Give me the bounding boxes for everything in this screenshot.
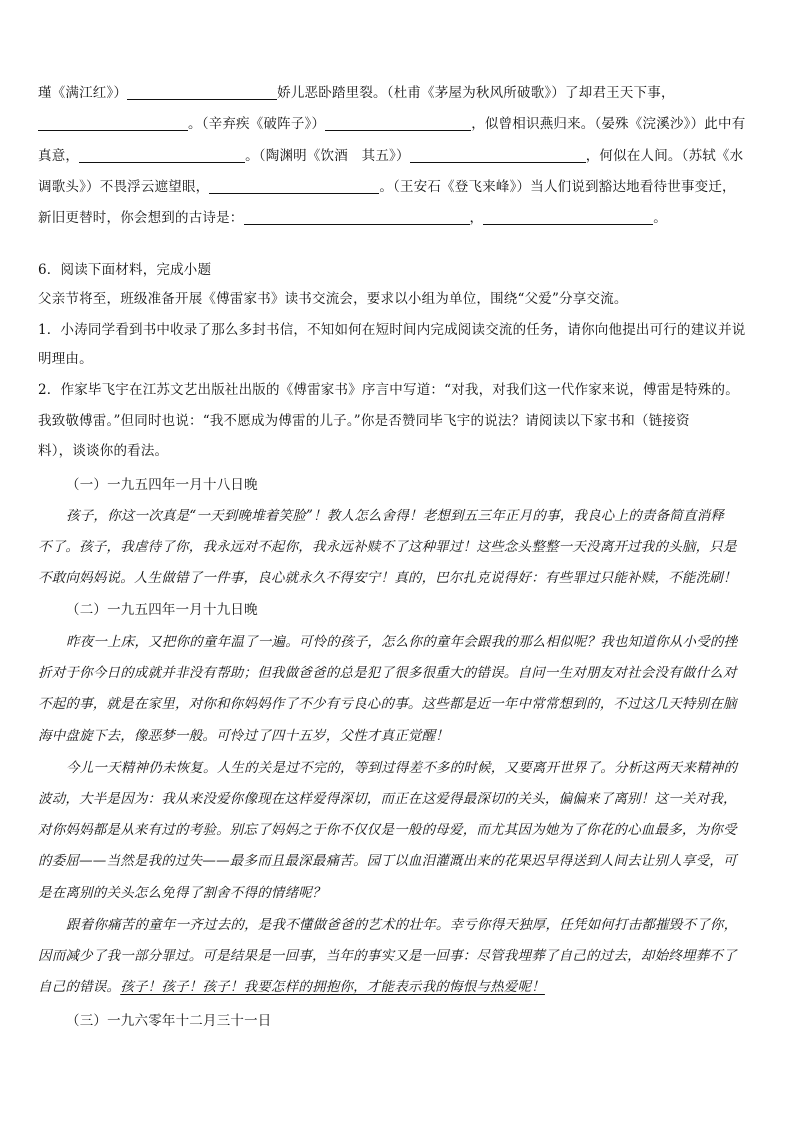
letter-text: 不敢向妈妈说。人生做错了一件事，良心就永久不得安宁！真的，巴尔扎克说得好：有些罪过只能补赎，不能洗刷！ (38, 570, 737, 586)
letter-text: 不起的事，就是在家里，对你和你妈妈作了不少有亏良心的事。这些都是近一年中常常想到的，不过这几天特别在脑 (38, 696, 737, 712)
letter-text: 昨夜一上床，又把你的童年温了一遍。可怜的孩子，怎么你的童年会跟我的那么相似呢？我也知道你从小受的挫 (66, 634, 738, 650)
text: 娇儿恶卧踏里裂。（杜甫《茅屋为秋风所破歌》）了却君王天下事， (277, 85, 675, 101)
letter-text: 是在离别的关头怎么免得了割舍不得的情绪呢？ (38, 885, 326, 901)
letter-text: 对你妈妈都是从来有过的考验。别忘了妈妈之于你不仅仅是一般的母爱，而尤其因为她为了你花的心血最多，为你受 (38, 822, 737, 838)
poetry-line-5 (38, 209, 760, 227)
text: 。 (653, 210, 667, 226)
text: 瑾《满江红》） (38, 85, 128, 101)
letter-heading: （三）一九六零年十二月三十一日 (66, 1013, 272, 1029)
letter-text: 不了。孩子，我虐待了你，我永远对不起你，我永远补赎不了这种罪过！这些念头整整一天没离开过我的头脑，只是 (38, 539, 737, 555)
text: 新旧更替时，你会想到的古诗是： (38, 210, 244, 226)
subquestion-2-cont: 料），谈谈你的看法。 (38, 443, 169, 459)
subquestion-1: 1．小涛同学看到书中收录了那么多封书信，不知如何在短时间内完成阅读交流的任务，请你向他提出可行的建议并说 (38, 322, 746, 338)
text: 自己的错误。 (38, 979, 121, 995)
text: ，何似在人间。（苏轼《水 (585, 148, 744, 164)
letter-heading: （一）一九五四年一月十八日晚 (66, 477, 258, 493)
question-title: 6．阅读下面材料，完成小题 (38, 262, 212, 278)
text: 真意， (38, 148, 80, 164)
text: 。（陶渊明《饮酒 其五》） (245, 148, 410, 164)
answer-blank[interactable] (244, 210, 470, 225)
answer-blank[interactable] (483, 210, 653, 225)
answer-blank[interactable] (410, 148, 586, 163)
answer-blank[interactable] (127, 85, 277, 100)
letter-text: 因而减少了我一部分罪过。可是结果是一回事，当年的事实又是一回事：尽管我埋葬了自己的过去，却始终埋葬不了 (38, 948, 737, 964)
subquestion-2: 2．作家毕飞宇在江苏文艺出版社出版的《傅雷家书》序言中写道：“对我，对我们这一代作家来说，傅雷是特殊的。 (38, 382, 739, 398)
answer-blank[interactable] (38, 116, 188, 131)
poetry-line-4 (38, 178, 760, 196)
poetry-line-3 (38, 147, 760, 165)
text: 。（王安石《登飞来峰》）当人们说到豁达地看待世事变迁， (379, 179, 736, 195)
question-intro: 父亲节将至，班级准备开展《傅雷家书》读书交流会，要求以小组为单位，围绕“父爱”分享交流。 (38, 291, 628, 307)
letter-text: 波动，大半是因为：我从来没爱你像现在这样爱得深切，而正在这爱得最深切的关头，偏偏来了离别！这一关对我， (38, 791, 737, 807)
answer-blank[interactable] (209, 179, 379, 194)
letter-text: 海中盘旋下去，像恶梦一般。可怜过了四十五岁，父性才真正觉醒！ (38, 728, 449, 744)
text: ，似曾相识燕归来。（晏殊《浣溪沙》）此中有 (471, 116, 746, 132)
answer-blank[interactable] (325, 116, 471, 131)
letter-text: 今儿一天精神仍未恢复。人生的关是过不完的，等到过得差不多的时候，又要离开世界了。分析这两天来精神的 (66, 760, 738, 776)
letter-text (38, 978, 760, 996)
answer-blank[interactable] (79, 148, 245, 163)
underlined-text: 孩子！孩子！孩子！我要怎样的拥抱你，才能表示我的悔恨与热爱呢！ (120, 979, 545, 995)
letter-text: 折对于你今日的成就并非没有帮助；但我做爸爸的总是犯了很多很重大的错误。自问一生对朋友对社会没有做什么对 (38, 665, 737, 681)
letter-text: 的委屈——当然是我的过失——最多而且最深最痛苦。园丁以血泪灌溉出来的花果迟早得送到人间去让别人享受，可 (38, 853, 737, 869)
subquestion-2-cont: 我致敬傅雷。”但同时也说：“我不愿成为傅雷的儿子。”你是否赞同毕飞宇的说法？请阅读以下家书和（链接资 (38, 413, 690, 429)
text: 调歌头》）不畏浮云遮望眼， (38, 179, 210, 195)
poetry-line-1 (38, 84, 760, 102)
text: 。（辛弃疾《破阵子》） (188, 116, 326, 132)
letter-text: 孩子，你这一次真是“一天到晚堆着笑脸”！教人怎么舍得！老想到五三年正月的事，我良心上的责备简直消释 (66, 508, 725, 524)
letter-text: 跟着你痛苦的童年一齐过去的，是我不懂做爸爸的艺术的壮年。幸亏你得天独厚，任凭如何打击都摧毁不了你， (66, 917, 738, 933)
subquestion-1-cont: 明理由。 (38, 351, 93, 367)
letter-heading: （二）一九五四年一月十九日晚 (66, 602, 258, 618)
text: ， (469, 210, 484, 226)
poetry-line-2 (38, 115, 760, 133)
